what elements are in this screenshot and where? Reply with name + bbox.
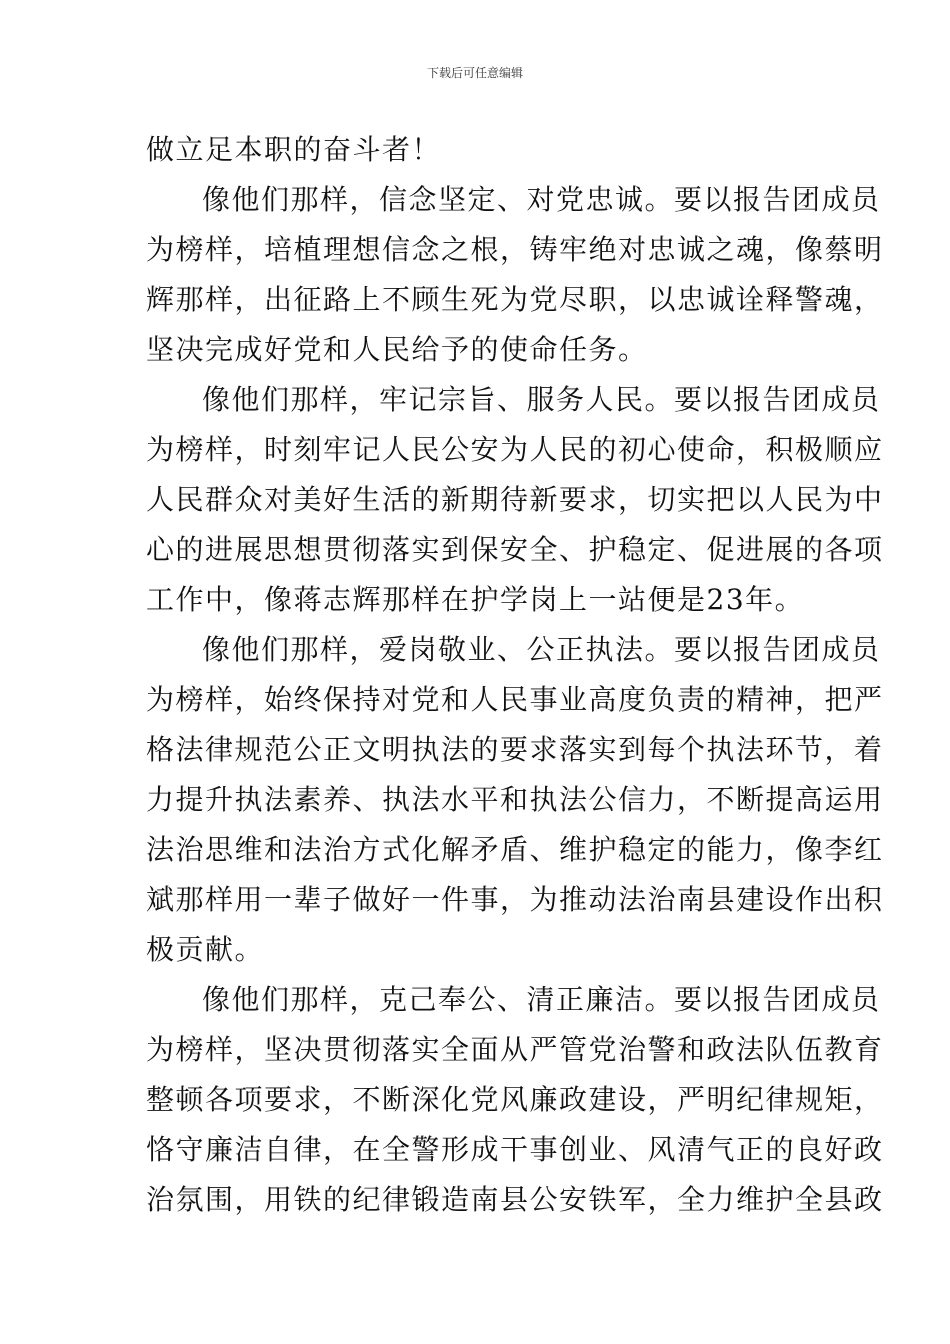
text-line: 为榜样，坚决贯彻落实全面从严管党治警和政法队伍教育 (146, 1033, 884, 1066)
text-line: 心的进展思想贯彻落实到保安全、护稳定、促进展的各项 (146, 533, 884, 566)
document-body (146, 125, 884, 1225)
text-line: 整顿各项要求，不断深化党风廉政建设，严明纪律规矩， (146, 1083, 884, 1116)
text-line: 辉那样，出征路上不顾生死为党尽职，以忠诚诠释警魂， (146, 283, 884, 316)
header-note: 下载后可任意编辑 (426, 66, 523, 80)
text-line: 工作中，像蒋志辉那样在护学岗上一站便是23年。 (146, 583, 805, 616)
text-line: 斌那样用一辈子做好一件事，为推动法治南县建设作出积 (146, 883, 884, 916)
text-line: 坚决完成好党和人民给予的使命任务。 (146, 333, 648, 366)
text-line: 为榜样，培植理想信念之根，铸牢绝对忠诚之魂，像蔡明 (146, 233, 884, 266)
paragraph-first-line: 像他们那样，爱岗敬业、公正执法。要以报告团成员 (202, 633, 881, 666)
text-line: 恪守廉洁自律，在全警形成干事创业、风清气正的良好政 (146, 1133, 884, 1166)
paragraph-first-line: 像他们那样，牢记宗旨、服务人民。要以报告团成员 (202, 383, 881, 416)
text-line: 力提升执法素养、执法水平和执法公信力，不断提高运用 (146, 783, 884, 816)
text-line: 极贡献。 (146, 933, 265, 966)
text-line: 为榜样，时刻牢记人民公安为人民的初心使命，积极顺应 (146, 433, 884, 466)
text-line: 法治思维和法治方式化解矛盾、维护稳定的能力，像李红 (146, 833, 884, 866)
text-line: 治氛围，用铁的纪律锻造南县公安铁军，全力维护全县政 (146, 1183, 884, 1216)
text-line: 人民群众对美好生活的新期待新要求，切实把以人民为中 (146, 483, 884, 516)
paragraph-first-line: 像他们那样，克己奉公、清正廉洁。要以报告团成员 (202, 983, 881, 1016)
text-line: 为榜样，始终保持对党和人民事业高度负责的精神，把严 (146, 683, 884, 716)
paragraph-first-line: 像他们那样，信念坚定、对党忠诚。要以报告团成员 (202, 183, 881, 216)
text-line: 格法律规范公正文明执法的要求落实到每个执法环节，着 (146, 733, 884, 766)
text-line: 做立足本职的奋斗者！ (146, 133, 442, 166)
